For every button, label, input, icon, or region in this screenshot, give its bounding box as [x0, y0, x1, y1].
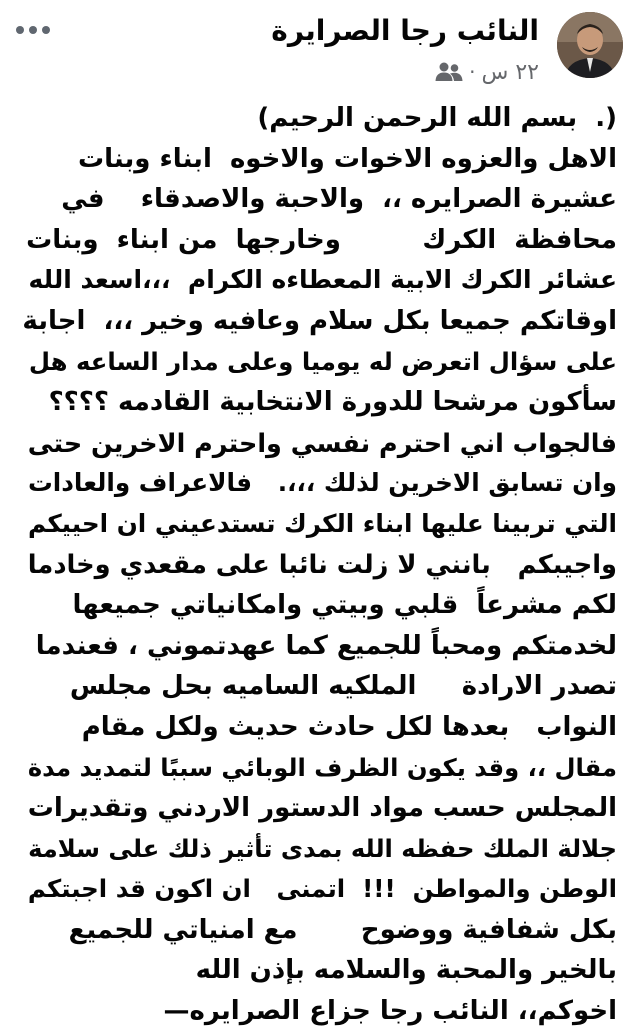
post-text-line: بكل شفافية ووضوح مع امنياتي للجميع: [68, 914, 617, 945]
post-text-line: سأكون مرشحا للدورة الانتخابية القادمه ؟؟؟؟: [48, 387, 617, 418]
post-text-line: عشيرة الصرايره ،، والاحبة والاصدقاء في: [61, 184, 617, 215]
post-text-line: التي تربينا عليها ابناء الكرك تستدعيني ان احييكم: [27, 508, 617, 538]
meta-separator: ·: [469, 60, 476, 84]
friends-icon[interactable]: [435, 61, 463, 83]
post-meta: [435, 60, 539, 84]
post-text-line: عشائر الكرك الابية المعطاءه الكرام ،،،اسعد الله: [28, 265, 617, 295]
more-options-button[interactable]: [16, 20, 50, 40]
post-time[interactable]: ٢٢ س: [481, 59, 539, 85]
post-text-line: اخوكم،، النائب رجا جزاع الصرايره—: [163, 996, 617, 1027]
post-text-line: جلالة الملك حفظه الله بمدى تأثير ذلك على سلامة: [28, 834, 617, 863]
post-text-line: واجيبكم بانني لا زلت نائبا على مقعدي وخادما: [27, 549, 617, 580]
author-avatar[interactable]: [557, 12, 623, 78]
author-name[interactable]: النائب رجا الصرايرة: [271, 14, 539, 47]
post-text-line: على سؤال اتعرض له يوميا وعلى مدار الساعه هل: [28, 346, 617, 376]
more-options-icon: [29, 26, 37, 34]
post-text-line: محافظة الكرك وخارجها من ابناء وبنات: [26, 224, 617, 255]
post-text-line: اوقاتكم جميعا بكل سلام وعافيه وخير ،،، اجابة: [22, 305, 617, 336]
post-text-line: وان تسابق الاخرين لذلك ،،،. فالاعراف والعادات: [27, 468, 617, 498]
post-text-line: (. بسم الله الرحمن الرحيم): [257, 103, 617, 133]
post-text-line: لكم مشرعاً قلبي وبيتي وامكانياتي جميعها: [72, 590, 617, 621]
avatar-photo-icon: [557, 12, 623, 78]
post-body: [22, 98, 617, 1032]
post-text-line: لخدمتكم ومحباً للجميع كما عهدتموني ، فعندما: [35, 630, 617, 661]
post-text-line: فالجواب اني احترم نفسي واحترم الاخرين حتى: [27, 427, 617, 458]
post-text-line: الوطن والمواطن !!! اتمنى ان اكون قد اجبتكم: [27, 874, 617, 904]
post-text-line: الاهل والعزوه الاخوات والاخوه ابناء وبنات: [78, 143, 617, 174]
post-text-line: تصدر الارادة الملكيه الساميه بحل مجلس: [69, 671, 617, 702]
post-text-line: بالخير والمحبة والسلامه بإذن الله: [195, 955, 617, 986]
post-text-line: المجلس حسب مواد الدستور الاردني وتقديرات: [27, 793, 617, 824]
post-text-line: مقال ،، وقد يكون الظرف الوبائي سببًا لتمديد مدة: [27, 753, 617, 782]
more-options-icon: [16, 26, 24, 34]
more-options-icon: [42, 26, 50, 34]
post-header: [0, 6, 637, 88]
post-text-line: النواب بعدها لكل حادث حديث ولكل مقام: [81, 711, 617, 742]
